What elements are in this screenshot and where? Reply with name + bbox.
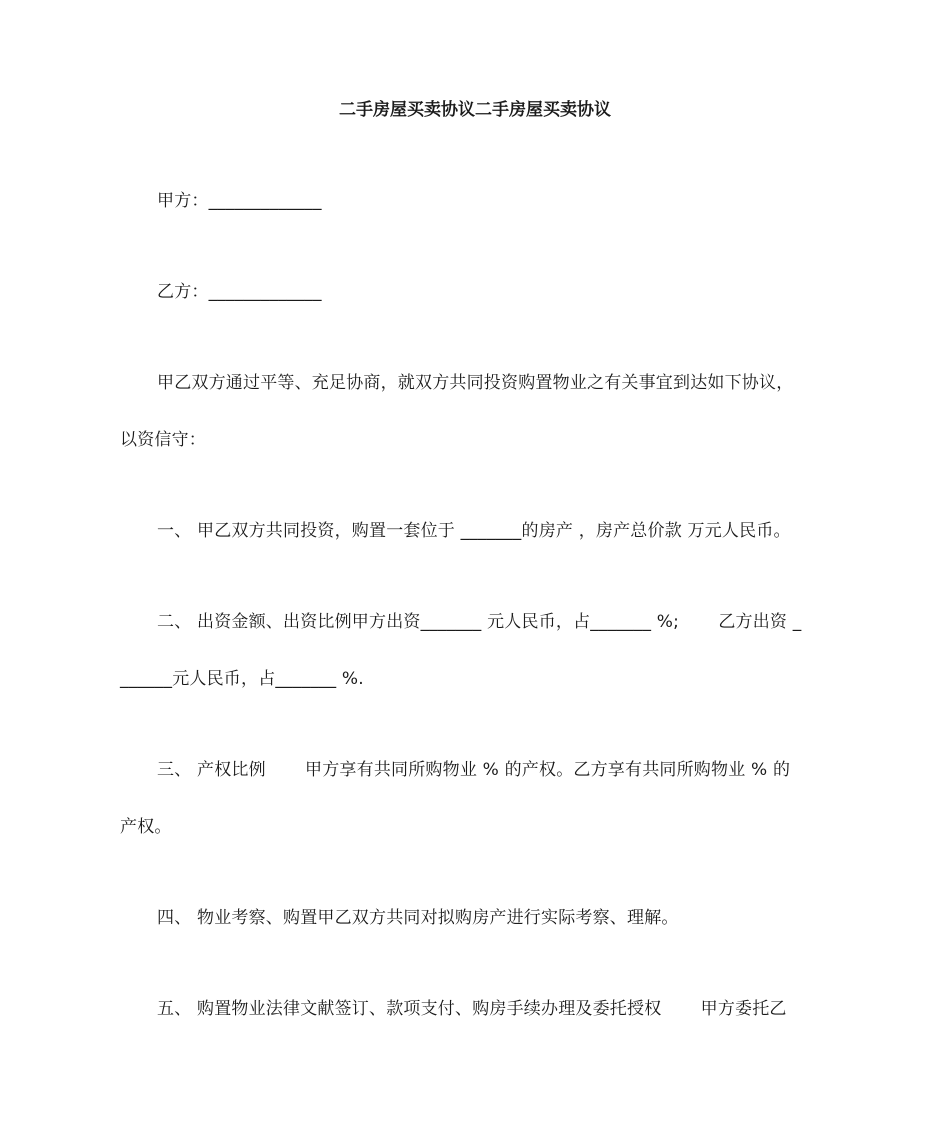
- clause-4: 四、 物业考察、购置甲乙双方共同对拟购房产进行实际考察、理解。: [157, 908, 679, 928]
- document-title: 二手房屋买卖协议二手房屋买卖协议: [339, 100, 611, 120]
- clause-3-line-2: 产权。: [120, 817, 172, 837]
- clause-2-line-2: ______元人民币，占_______ %.: [120, 669, 364, 689]
- clause-3-line-1: 三、 产权比例 甲方享有共同所购物业 % 的产权。乙方享有共同所购物业 % 的: [157, 760, 791, 780]
- clause-5-line-1: 五、 购置物业法律文献签订、款项支付、购房手续办理及委托授权 甲方委托乙: [157, 999, 787, 1019]
- clause-1: 一、 甲乙双方共同投资，购置一套位于 _______的房产 ，房产总价款 万元人民币。: [157, 521, 791, 541]
- intro-paragraph-line-1: 甲乙双方通过平等、充足协商，就双方共同投资购置物业之有关事宜到达如下协议，: [157, 373, 794, 393]
- intro-paragraph-line-2: 以资信守：: [120, 430, 206, 450]
- clause-2-line-1: 二、 出资金额、出资比例甲方出资_______ 元人民币，占_______ %; 乙方出资 _: [157, 612, 802, 632]
- party-a-line: 甲方：_____________: [157, 191, 322, 211]
- party-b-line: 乙方：_____________: [157, 282, 322, 302]
